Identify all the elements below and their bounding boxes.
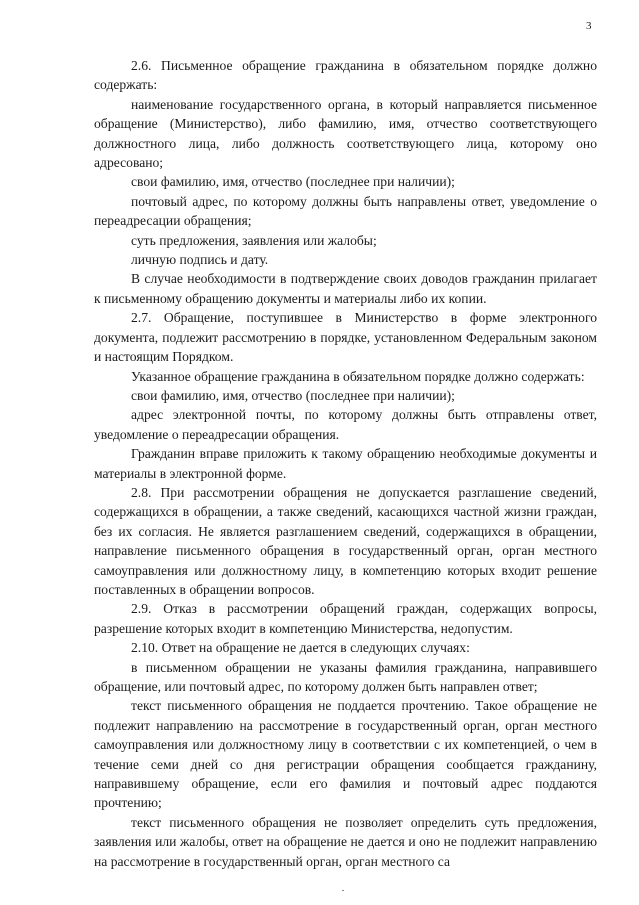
paragraph-2-8: 2.8. При рассмотрении обращения не допускается разглашение сведений, содержащихся в обращении, а также сведений, касающихся частной жизни граждан, без их согласия. Не является разглашением сведений, содержащихся в обращении, направление письменного обращения в государственный орган, орган местного самоуправления или должностному лицу, в компетенцию которых входит решение поставленных в обращении вопросов. [94, 484, 597, 597]
list-item-email-address: адрес электронной почты, по которому должны быть отправлены ответ, уведомление о переадресации обращения. [94, 407, 597, 442]
list-item-recipient: наименование государственного органа, в который направляется письменное обращение (Министерство), либо фамилию, имя, отчество соответствующего должностного лица, либо должность соответствующего лица, которому оно адресовано; [94, 96, 597, 171]
list-item-essence: суть предложения, заявления или жалобы; [131, 232, 377, 248]
paragraph-electronic-requirements: Указанное обращение гражданина в обязательном порядке должно содержать: [131, 368, 585, 384]
list-item-electronic-full-name: свои фамилию, имя, отчество (последнее при наличии); [131, 387, 455, 403]
page-number: 3 [586, 20, 592, 32]
paragraph-electronic-attachments: Гражданин вправе приложить к такому обращению необходимые документы и материалы в электронной форме. [94, 446, 597, 481]
paragraph-attachments: В случае необходимости в подтверждение своих доводов гражданин прилагает к письменному обращению документы и материалы либо их копии. [94, 271, 597, 306]
list-item-signature-date: личную подпись и дату. [131, 252, 269, 268]
list-item-undeterminable-essence: текст письменного обращения не позволяет определить суть предложения, заявления или жалобы, ответ на обращение не дается и оно не подлежит направлению на рассмотрение в государственный орган, орган местного са [94, 814, 597, 869]
paragraph-2-6: 2.6. Письменное обращение гражданина в обязательном порядке должно содержать: [94, 58, 597, 93]
list-item-illegible-text: текст письменного обращения не поддается прочтению. Такое обращение не подлежит направлению на рассмотрение в государственный орган, орган местного самоуправления или должностному лицу в соответствии с их компетенцией, о чем в течение семи дней со дня регистрации обращения сообщается гражданину, направившему обращение, если его фамилия и почтовый адрес поддаются прочтению; [94, 698, 597, 811]
scan-artifact [342, 890, 344, 891]
paragraph-2-7: 2.7. Обращение, поступившее в Министерство в форме электронного документа, подлежит рассмотрению в порядке, установленном Федеральным законом и настоящим Порядком. [94, 310, 597, 365]
list-item-no-name-or-address: в письменном обращении не указаны фамилия гражданина, направившего обращение, или почтовый адрес, по которому должен быть направлен ответ; [94, 659, 597, 694]
list-item-postal-address: почтовый адрес, по которому должны быть направлены ответ, уведомление о переадресации обращения; [94, 193, 597, 229]
paragraph-2-10: 2.10. Ответ на обращение не дается в следующих случаях: [131, 640, 470, 656]
list-item-full-name: свои фамилию, имя, отчество (последнее при наличии); [131, 174, 455, 190]
paragraph-2-9: 2.9. Отказ в рассмотрении обращений граждан, содержащих вопросы, разрешение которых входит в компетенцию Министерства, недопустим. [94, 601, 597, 636]
document-body [94, 56, 597, 871]
